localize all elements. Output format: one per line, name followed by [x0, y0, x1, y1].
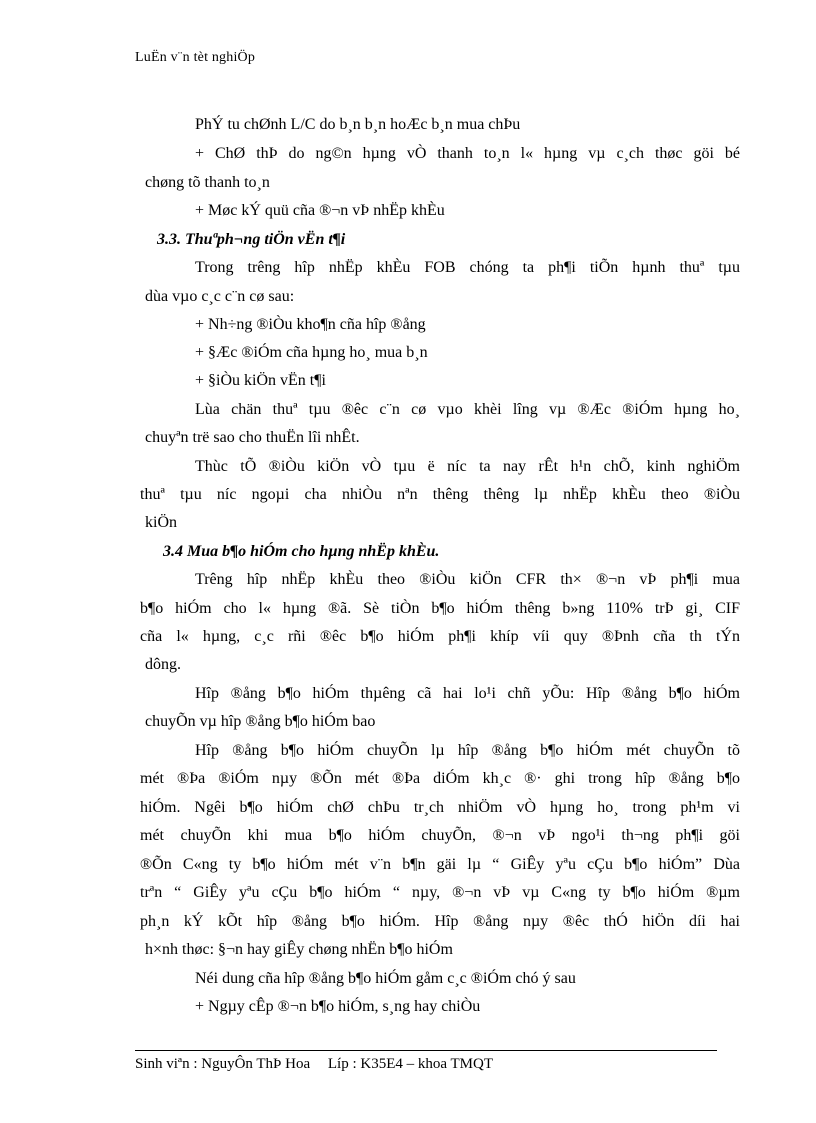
text-line: chuyÕn vµ hîp ®ång b¶o hiÓm bao — [145, 713, 376, 730]
text-line: b¶o hiÓm cho l« hµng ®ã. Sè tiÒn b¶o hiÓm thêng b»ng 110% trÞ gi¸ CIF — [140, 600, 740, 617]
text-line: trªn “ GiÊy yªu cÇu b¶o hiÓm “ nµy, ®¬n vÞ vµ C«ng ty b¶o hiÓm ®µm — [140, 884, 740, 901]
text-line: 3.4 Mua b¶o hiÓm cho hµng nhËp khÈu. — [163, 543, 440, 560]
text-line: ®Õn C«ng ty b¶o hiÓm mét v¨n b¶n gäi lµ “ GiÊy yªu cÇu b¶o hiÓm” Dùa — [140, 856, 740, 873]
text-line: Hîp ®ång b¶o hiÓm chuyÕn lµ hîp ®ång b¶o hiÓm mét chuyÕn tõ — [195, 742, 740, 759]
page-header: LuËn v¨n tèt nghiÖp — [135, 50, 256, 65]
text-line: Trêng hîp nhËp khÈu theo ®iÒu kiÖn CFR th× ®¬n vÞ ph¶i mua — [195, 571, 740, 588]
footer-rule — [135, 1050, 717, 1051]
text-line: Trong trêng hîp nhËp khÈu FOB chóng ta ph¶i tiÕn hµnh thuª tµu — [195, 259, 740, 276]
text-line: ph¸n kÝ kÕt hîp ®ång b¶o hiÓm. Hîp ®ång nµy ®êc thÓ hiÖn díi hai — [140, 913, 740, 930]
text-line: + Nh÷ng ®iÒu kho¶n cña hîp ®ång — [195, 316, 426, 333]
text-line: cña l« hµng, c¸c rñi ®êc b¶o hiÓm ph¶i khíp víi quy ®Þnh cña th tÝn — [140, 628, 740, 645]
text-line: Thùc tÕ ®iÒu kiÖn vÒ tµu ë níc ta nay rÊt h¹n chÕ, kinh nghiÖm — [195, 458, 740, 475]
text-line: + §iÒu kiÖn vËn t¶i — [195, 372, 326, 389]
text-line: chøng tõ thanh to¸n — [145, 174, 270, 191]
text-line: kiÖn — [145, 514, 177, 531]
text-line: mét ®Þa ®iÓm nµy ®Õn mét ®Þa diÓm kh¸c ®· ghi trong hîp ®ång b¶o — [140, 770, 740, 787]
page-footer — [135, 1056, 507, 1073]
text-line: dông. — [145, 656, 181, 673]
text-line: PhÝ tu chØnh L/C do b¸n b¸n hoÆc b¸n mua chÞu — [195, 116, 521, 133]
text-line: + ChØ thÞ do ng©n hµng vÒ thanh to¸n l« hµng vµ c¸ch thøc göi bé — [195, 145, 740, 162]
text-line: 3.3. Thuªph¬ng tiÖn vËn t¶i — [157, 231, 346, 248]
text-line: mét chuyÕn khi mua b¶o hiÓm chuyÕn, ®¬n vÞ ngo¹i th¬ng ph¶i göi — [140, 827, 740, 844]
text-line: thuª tµu níc ngoµi cha nhiÒu nªn thêng thêng lµ nhËp khÈu theo ®iÒu — [140, 486, 740, 503]
text-line: Lùa chän thuª tµu ®êc c¨n cø vµo khèi lîng vµ ®Æc ®iÓm hµng ho¸ — [195, 401, 740, 418]
footer-student: Sinh viªn : NguyÔn ThÞ Hoa — [135, 1056, 311, 1072]
text-line: dùa vµo c¸c c¨n cø sau: — [145, 288, 295, 305]
text-line: hiÓm. Ngêi b¶o hiÓm chØ chÞu tr¸ch nhiÖm vÒ hµng ho¸ trong ph¹m vi — [140, 799, 740, 816]
text-line: Hîp ®ång b¶o hiÓm thµêng cã hai lo¹i chñ yÕu: Hîp ®ång b¶o hiÓm — [195, 685, 740, 702]
text-line: h×nh thøc: §¬n hay giÊy chøng nhËn b¶o hiÓm — [145, 941, 453, 958]
text-line: Néi dung cña hîp ®ång b¶o hiÓm gåm c¸c ®iÓm chó ý sau — [195, 970, 576, 987]
text-line: + §Æc ®iÓm cña hµng ho¸ mua b¸n — [195, 344, 428, 361]
footer-class: Líp : K35E4 – khoa TMQT — [327, 1056, 493, 1072]
text-line: + Ngµy cÊp ®¬n b¶o hiÓm, s¸ng hay chiÒu — [195, 998, 481, 1015]
text-line: chuyªn trë sao cho thuËn lîi nhÊt. — [145, 429, 360, 446]
text-line: + Møc kÝ quü cña ®¬n vÞ nhËp khÈu — [195, 202, 445, 219]
